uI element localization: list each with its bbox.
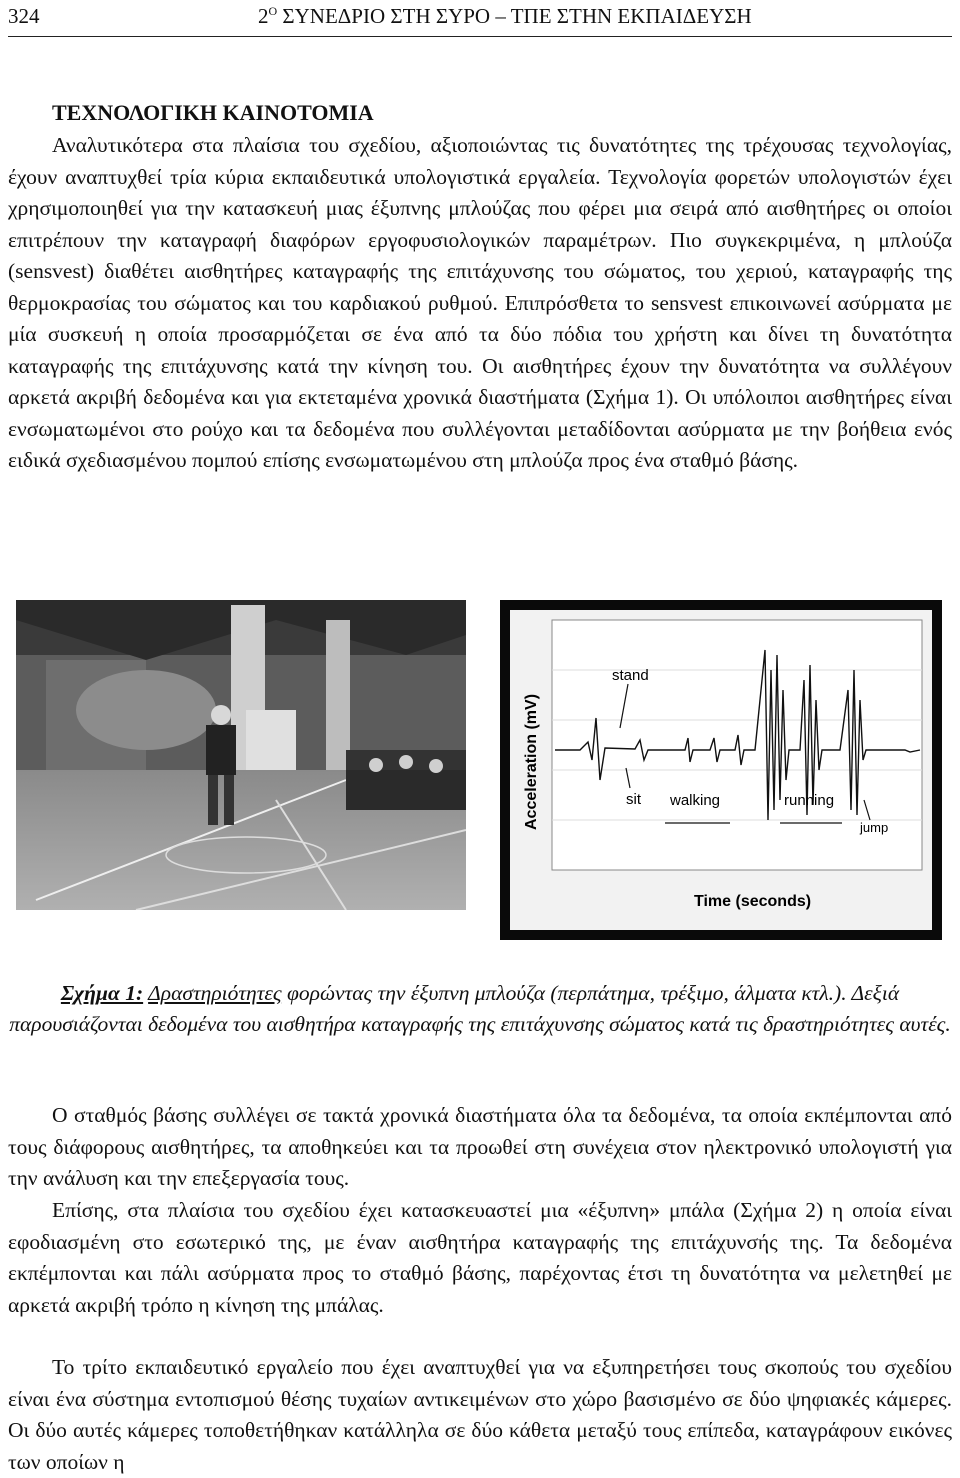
caption-label: Σχήμα 1: [60, 981, 144, 1005]
running-head [258, 4, 752, 29]
paragraph-camera-system: Το τρίτο εκπαιδευτικό εργαλείο που έχει αναπτυχθεί για να εξυπηρετήσει τους σκοπούς του σχεδίου είναι ένα σύστημα εντοπισμού θέσης τυχαίων αντικειμένων στο χώρο βασισμένο σε δύο ψηφιακές κάμερες. Οι δύο αυτές κάμερες τοποθετήθηκαν κατάλληλα σε δύο κάθετα μεταξύ τους επίπεδα, καταγράφουν εικόνες των οποίων η [8, 1355, 952, 1474]
figure-1 [10, 596, 950, 946]
gym-scene-image [16, 600, 466, 910]
conference-superscript: Ο [268, 4, 278, 18]
activity-photo [16, 600, 466, 910]
paragraph-intro: Αναλυτικότερα στα πλαίσια του σχεδίου, αξιοποιώντας τις δυνατότητες της τρέχουσας τεχνολογίας, έχουν αναπτυχθεί τρία κύρια εκπαιδευτικά υπολογιστικά εργαλεία. Τεχνολογία φορετών υπολογιστών έχει χρησιμοποιηθεί για την κατασκευή μιας έξυπνης μπλούζας που φέρει μια σειρά από αισθητήρες οι οποίοι επιτρέπουν την καταγραφή διαφόρων εργοφυσιολογικών παραμέτρων. Πιο συγκεκριμένα, η μπλούζα (sensvest) διαθέτει αισθητήρες καταγραφής της επιτάχυνσης του σώματος, του χεριού, καταγραφής της θερμοκρασίας του σώματος και του καρδιακού ρυθμού. Επιπρόσθετα το sensvest επικοινωνεί ασύρματα με μία συσκευή η οποία προσαρμόζεται σε ένα από τα δύο πόδια του χρήστη και δίνει τη δυνατότητα καταγραφής της επιτάχυνσης κατά την κίνηση του. Οι αισθητήρες έχουν την δυνατότητα να συλλέγουν αρκετά ακριβή δεδομένα και για εκτεταμένα χρονικά διαστήματα (Σχήμα 1). Οι υπόλοιποι αισθητήρες είναι ενσωματωμένοι στο ρούχο και τα δεδομένα που συλλέγονται μεταδίδονται ασύρματα με την βοήθεια ενός ειδικά σχεδιασμένου πομπού επίσης ενσωματωμένου στη μπλούζα προς ένα σταθμό βάσης. [8, 133, 952, 472]
chart-annotation-walking: walking [670, 792, 721, 809]
caption-first-word: Δραστηριότητες [148, 981, 282, 1005]
paragraph-base-station: Ο σταθμός βάσης συλλέγει σε τακτά χρονικά διαστήματα όλα τα δεδομένα, τα οποία εκπέμπονται από τους διάφορους αισθητήρες, τα αποθηκεύει και τα προωθεί στη συνέχεια στον ηλεκτρονικό υπολογιστή για την ανάλυση και την επεξεργασία τους. [8, 1103, 952, 1190]
chart-annotation-stand: stand [612, 667, 649, 684]
acceleration-chart-svg [510, 610, 932, 930]
page-header [8, 0, 952, 37]
paragraph-smart-ball: Επίσης, στα πλαίσια του σχεδίου έχει κατασκευαστεί μια «έξυπνη» μπάλα (Σχήμα 2) η οποία είναι εφοδιασμένη στο εσωτερικό της, με έναν αισθητήρα καταγραφής της επιτάχυνσής της. Τα δεδομένα εκπέμπονται και πάλι ασύρματα προς το σταθμό βάσης, παρέχοντας έτσι τη δυνατότητα να μελετηθεί με αρκετά ακριβή τρόπο η κίνηση της μπάλας. [8, 1198, 952, 1317]
conference-number: 2 [258, 4, 269, 28]
chart-annotation-jump: jump [860, 820, 889, 835]
figure-caption [8, 978, 952, 1040]
page-number: 324 [8, 4, 40, 28]
chart-annotation-sit: sit [626, 791, 641, 808]
section-title: ΤΕΧΝΟΛΟΓΙΚΗ ΚΑΙΝΟΤΟΜΙΑ [52, 100, 374, 125]
acceleration-chart-frame [500, 600, 942, 940]
chart-x-axis-label: Time (seconds) [694, 893, 812, 910]
acceleration-chart [510, 610, 932, 930]
chart-annotation-running: running [784, 792, 835, 809]
chart-y-axis-label: Acceleration (mV) [523, 693, 540, 830]
conference-title: ΣΥΝΕΔΡΙΟ ΣΤΗ ΣΥΡΟ – ΤΠΕ ΣΤΗΝ ΕΚΠΑΙΔΕΥΣΗ [277, 4, 752, 28]
caption-text: φορώντας την έξυπνη μπλούζα (περπάτημα, τρέξιμο, άλματα κτλ.). Δεξιά παρουσιάζονται δεδομένα του αισθητήρα καταγραφής της επιτάχυνσης σώματος κατά τις δραστηριότητες αυτές. [9, 981, 951, 1036]
